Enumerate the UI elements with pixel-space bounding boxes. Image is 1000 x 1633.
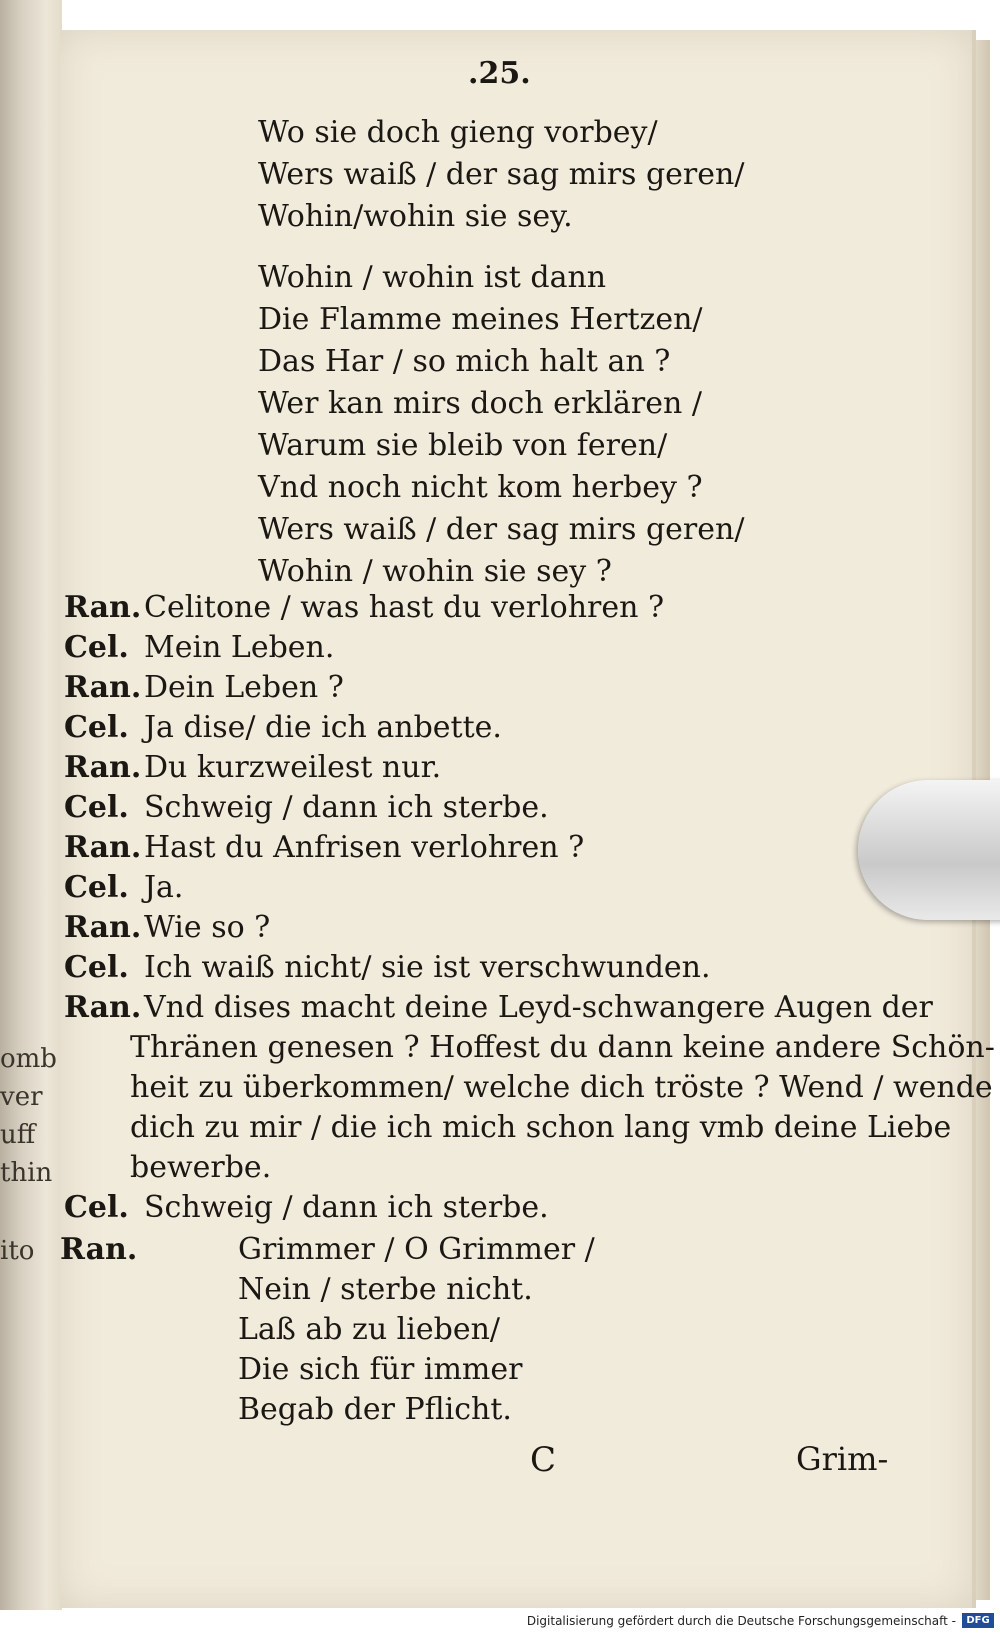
- verse-line: Die Flamme meines Hertzen/: [258, 302, 703, 337]
- speaker-name: Cel.: [64, 710, 129, 745]
- left-fragment: thin: [0, 1158, 53, 1188]
- dialogue-line: [64, 908, 944, 948]
- verse-line: Wohin/wohin sie sey.: [258, 199, 573, 234]
- page-number: .25.: [468, 56, 531, 91]
- left-fragment: ito: [0, 1236, 35, 1266]
- dialogue-continuation: [64, 1148, 944, 1188]
- signature-mark: C: [530, 1440, 557, 1480]
- verse-line: Wo sie doch gieng vorbey/: [258, 115, 658, 150]
- speaker-name: Ran.: [64, 990, 142, 1025]
- dialogue-line: [64, 708, 944, 748]
- song-lines: [238, 1230, 595, 1430]
- speaker-name: Ran.: [64, 670, 142, 705]
- verse-line: Das Har / so mich halt an ?: [258, 344, 671, 379]
- dialogue-line: [64, 1188, 944, 1228]
- dialogue-text: Ja dise/ die ich anbette.: [144, 710, 502, 745]
- dialogue-line: [64, 748, 944, 788]
- dialogue-text: Schweig / dann ich sterbe.: [144, 1190, 549, 1225]
- dialogue-line: [64, 868, 944, 908]
- speaker-name: Cel.: [64, 790, 129, 825]
- song-line: Die sich für immer: [238, 1352, 523, 1387]
- dialogue-text: Du kurzweilest nur.: [144, 750, 442, 785]
- song-line: Grimmer / O Grimmer /: [238, 1232, 595, 1267]
- dialogue-line: [64, 948, 944, 988]
- dialogue-line: [64, 788, 944, 828]
- dialogue-text: Mein Leben.: [144, 630, 335, 665]
- verse-line: Wohin / wohin ist dann: [258, 260, 607, 295]
- dialogue-line: [64, 828, 944, 868]
- verse-block-2: [258, 257, 744, 593]
- speaker-name: Cel.: [64, 950, 129, 985]
- dialogue-text: Ich waiß nicht/ sie ist verschwunden.: [144, 950, 711, 985]
- song-line: Nein / sterbe nicht.: [238, 1272, 533, 1307]
- dialogue-text: bewerbe.: [130, 1150, 272, 1185]
- dialogue-continuation: [64, 1028, 995, 1068]
- speaker-name: Ran.: [64, 590, 142, 625]
- footer-credit: Digitalisierung gefördert durch die Deutsche Forschungsgemeinschaft -: [526, 1614, 956, 1628]
- dialogue: [64, 588, 995, 1228]
- dialogue-line: [64, 668, 944, 708]
- verse-block-1: [258, 112, 744, 238]
- dialogue-line: [64, 588, 944, 628]
- speaker-name: Ran.: [64, 910, 142, 945]
- dfg-logo: DFG: [962, 1613, 994, 1628]
- speaker-name: Cel.: [64, 870, 129, 905]
- song-line: Laß ab zu lieben/: [238, 1312, 501, 1347]
- dialogue-line: [64, 628, 944, 668]
- verse-line: Wohin / wohin sie sey ?: [258, 554, 612, 589]
- speaker-name: Cel.: [64, 630, 129, 665]
- dialogue-line: [64, 988, 944, 1028]
- dialogue-text: heit zu überkommen/ welche dich tröste ? Wend / wende: [130, 1070, 993, 1105]
- dialogue-text: Celitone / was hast du verlohren ?: [144, 590, 665, 625]
- dialogue-continuation: [64, 1108, 952, 1148]
- verse-line: Warum sie bleib von feren/: [258, 428, 668, 463]
- dialogue-text: Wie so ?: [144, 910, 271, 945]
- speaker-name: Cel.: [64, 1190, 129, 1225]
- song-line: Begab der Pflicht.: [238, 1392, 512, 1427]
- dialogue-text: dich zu mir / die ich mich schon lang vmb deine Liebe: [130, 1110, 952, 1145]
- left-page-edge: [0, 0, 62, 1610]
- left-page-fragments: [0, 1040, 60, 1270]
- dialogue-text: Schweig / dann ich sterbe.: [144, 790, 549, 825]
- catchword: Grim-: [796, 1440, 889, 1478]
- left-fragment: omb: [0, 1044, 57, 1074]
- left-fragment: uff: [0, 1120, 36, 1150]
- verse-line: Wers waiß / der sag mirs geren/: [258, 512, 745, 547]
- verse-line: Vnd noch nicht kom herbey ?: [258, 470, 703, 505]
- left-fragment: ver: [0, 1082, 43, 1112]
- song-speaker: Ran.: [60, 1232, 138, 1267]
- verse-line: Wer kan mirs doch erklären /: [258, 386, 702, 421]
- speaker-name: Ran.: [64, 830, 142, 865]
- footer-bar: [0, 1610, 1000, 1633]
- dialogue-text: Thränen genesen ? Hoffest du dann keine andere Schön-: [130, 1030, 995, 1065]
- dialogue-text: Ja.: [144, 870, 184, 905]
- verse-line: Wers waiß / der sag mirs geren/: [258, 157, 745, 192]
- dialogue-text: Hast du Anfrisen verlohren ?: [144, 830, 585, 865]
- dialogue-continuation: [64, 1068, 993, 1108]
- dialogue-text: Dein Leben ?: [144, 670, 344, 705]
- speaker-name: Ran.: [64, 750, 142, 785]
- dialogue-text: Vnd dises macht deine Leyd-schwangere Augen der: [144, 990, 933, 1025]
